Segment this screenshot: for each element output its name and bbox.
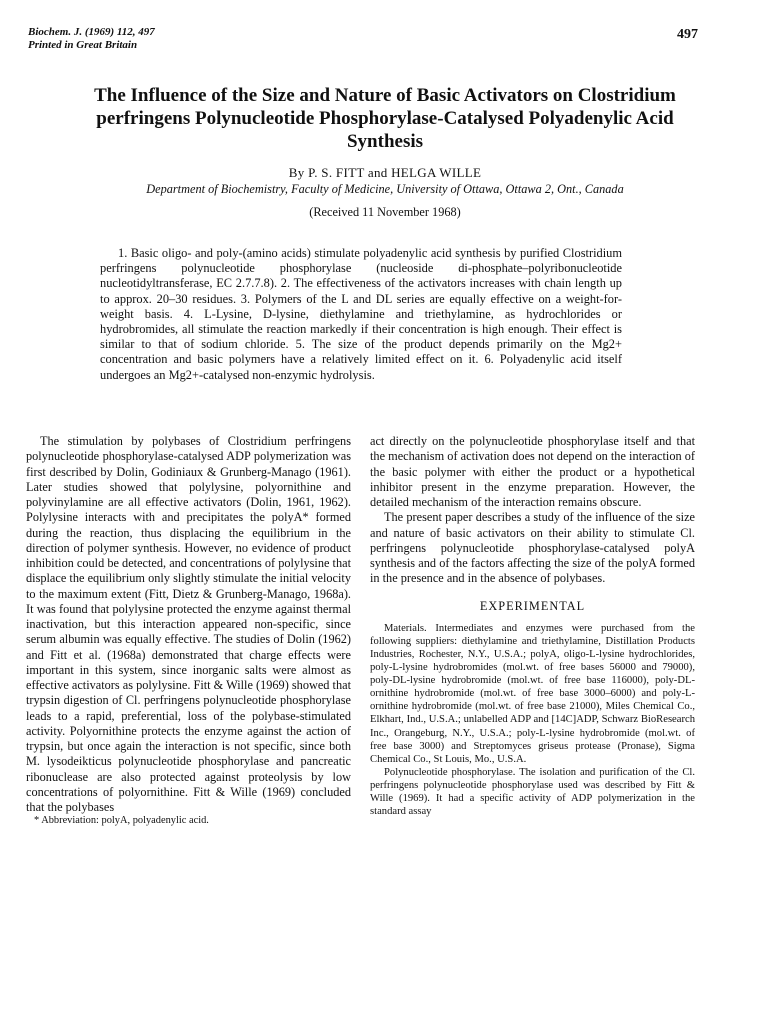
right-column [370, 434, 695, 818]
present-paper-paragraph: The present paper describes a study of the influence of the size and nature of basic activators on their ability to stimulate Cl. perfringens polynucleotide phosphorylase-catalysed polyA synthesis and of the factors affecting the size of the polyA formed in the presence and in the absence of polybases. [370, 510, 695, 586]
introduction-paragraph: The stimulation by polybases of Clostridium perfringens polynucleotide phosphorylase-catalysed ADP polymerization was first described by Dolin, Godiniaux & Grunberg-Manago (1961). Later studies showed that polylysine, polyornithine and polyvinylamine are all effective activators (Dolin, 1961, 1962). Polylysine interacts with and precipitates the polyA* formed during the reaction, thus displacing the equilibrium in the direction of polymer synthesis. However, no evidence of product inhibition could be detected, and concentrations of polylysine that displace the equilibrium only slightly stimulate the initial velocity to the maximum extent (Fitt, Dietz & Grunberg-Manago, 1968a). It was found that polylysine protected the enzyme against thermal inactivation, but this interaction appeared non-specific, since serum albumin was equally effective. The studies of Dolin (1962) and Fitt et al. (1968a) demonstrated that charge effects were important in this system, since inorganic salts were almost as effective activators as polylysine. Fitt & Wille (1969) showed that trypsin digestion of Cl. perfringens polynucleotide phosphorylase leads to a rapid, preferential, loss of the polybase-stimulated activity. Polyornithine protects the enzyme against the action of trypsin, but once again the interaction is not specific, since both M. lysodeikticus polynucleotide phosphorylase and pancreatic ribonuclease are also protected against proteolysis by low concentrations of polyornithine. Fitt & Wille (1969) concluded that the polybases [26, 434, 351, 814]
printed-in: Printed in Great Britain [28, 39, 138, 51]
footnote: * Abbreviation: polyA, polyadenylic acid. [34, 815, 209, 827]
authors: By P. S. FITT and HELGA WILLE [288, 165, 482, 180]
journal-citation: Biochem. J. (1969) 112, 497 [28, 26, 155, 38]
left-column [26, 434, 351, 827]
continuation-paragraph: act directly on the polynucleotide phosphorylase itself and that the mechanism of activation does not depend on the interaction of the basic polymer with either the product or a hypothetical inhibitor present in the enzyme preparation. However, the detailed mechanism of the interaction remains obscure. [370, 434, 695, 509]
section-heading: EXPERIMENTAL [479, 598, 586, 613]
abstract: 1. Basic oligo- and poly-(amino acids) stimulate polyadenylic acid synthesis by purified Clostridium perfringens polynucleotide phosphorylase (nucleoside di-phosphate–polyribonucleotide nucleotidyltransferase, EC 2.7.7.8). 2. The effectiveness of the activators increases with chain length up to approx. 20–30 residues. 3. Polymers of the L and DL series are equally effective on a weight-for-weight basis. 4. L-Lysine, D-lysine, diethylamine and triethylamine, as hydrochlorides or hydrobromides, all stimulate the reaction markedly if their concentration is high enough. Their effect is similar to that of sodium chloride. 5. The size of the product depends primarily on the Mg2+ concentration and basic polymers have a relatively limited effect on it. 6. Polyadenylic acid itself undergoes an Mg2+-catalysed non-enzymic hydrolysis. [100, 246, 622, 382]
affiliation: Department of Biochemistry, Faculty of Medicine, University of Ottawa, Ottawa 2, Ont., Canada [146, 182, 624, 196]
title-line-2: perfringens Polynucleotide Phosphorylase-Catalysed Polyadenylic Acid [96, 108, 674, 129]
article-title [20, 84, 750, 153]
title-line-1: The Influence of the Size and Nature of Basic Activators on Clostridium [94, 85, 676, 106]
running-header [28, 26, 698, 52]
materials-paragraph: Materials. Intermediates and enzymes were purchased from the following suppliers: diethylamine and triethylamine, Distillation Products Industries, Rochester, N.Y., U.S.A.; polyA, oligo-L-lysine hydrochlorides, poly-L-lysine hydrobromides (mol.wt. of free bases 56000 and 79000), poly-DL-lysine hydrobromide (mol.wt. of free base 116000), poly-DL-ornithine hydrobromide (mol.wt. of free base 3000–6000) and poly-L-ornithine hydrobromide (mol.wt. of free base 21000), Miles Chemical Co., Elkhart, Ind., U.S.A.; unlabelled ADP and [14C]ADP, Schwarz BioResearch Inc., Orangeburg, N.Y., U.S.A.; poly-L-lysine hydrobromide (mol.wt. of free base 3000) and Streptomyces griseus protease (Pronase), Sigma Chemical Co., St Louis, Mo., U.S.A. [370, 622, 695, 765]
page-number: 497 [677, 27, 698, 42]
title-line-3: Synthesis [346, 131, 424, 152]
phosphorylase-paragraph: Polynucleotide phosphorylase. The isolation and purification of the Cl. perfringens polynucleotide phosphorylase used was described by Fitt & Wille (1969). It had a specific activity of ADP polymerization in the standard assay [370, 766, 695, 818]
received-date: (Received 11 November 1968) [309, 205, 461, 219]
